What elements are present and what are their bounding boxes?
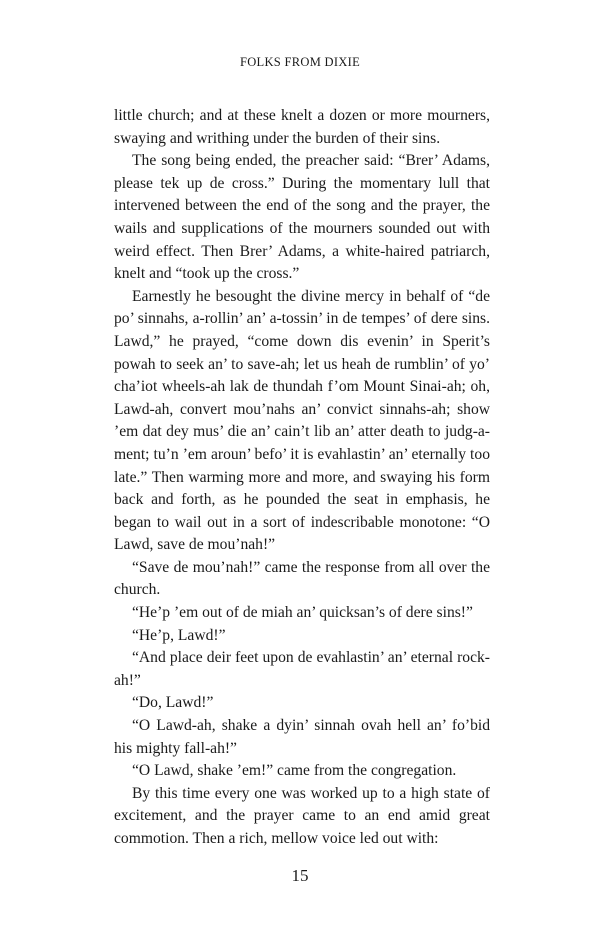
paragraph: “Save de mou’nah!” came the response from all over the church. xyxy=(114,558,490,599)
page-number: 15 xyxy=(291,866,309,885)
paragraph: “He’p, Lawd!” xyxy=(132,626,226,644)
paragraph: “O Lawd-ah, shake a dyin’ sinnah ovah hell an’ fo’bid his mighty fall-ah!” xyxy=(114,717,490,757)
paragraph: Earnestly he besought the divine mercy in behalf of “de po’ sinnahs, a-rollin’ an’ a-tossin’ in de tempes’ of dere sins. Lawd,” he prayed, “come down dis evenin’ in Sperit’s powah to seek an’ to save-ah; let us heah de rumblin’ of yo’ cha’iot wheels-ah lak de thundah f’om Mount Sinai-ah; oh, Lawd-ah, convert mou’nahs an’ convict sinnahs-ah; show ’em dat dey mus’ die an’ cain’t lib an’ atter death to judg-a-ment; tu’n ’em aroun’ befo’ it is evahlastin’ an’ eternally too late.” Then warming more and more, and swaying his form back and forth, as he pounded the seat in emphasis, he began to wail out in a sort of indescribable monotone: “O Lawd, save de mou’nah!” xyxy=(114,287,490,554)
paragraph: “Do, Lawd!” xyxy=(132,694,214,712)
paragraph: The song being ended, the preacher said: “Brer’ Adams, please tek up de cross.” During the momentary lull that intervened between the end of the song and the prayer, the wails and supplications of the mourners sounded out with weird effect. Then Brer’ Adams, a white-haired patriarch, knelt and “took up the cross.” xyxy=(114,152,490,283)
paragraph: By this time every one was worked up to a high state of excitement, and the prayer came to an end amid great commotion. Then a rich, mellow voice led out with: xyxy=(114,784,490,847)
paragraph: “O Lawd, shake ’em!” came from the congregation. xyxy=(132,762,457,780)
body-text xyxy=(114,105,490,851)
paragraph: little church; and at these knelt a dozen or more mourners, swaying and writhing under the burden of their sins. xyxy=(114,107,490,147)
paragraph: “And place deir feet upon de evahlastin’ an’ eternal rock-ah!” xyxy=(114,649,490,689)
paragraph: “He’p ’em out of de miah an’ quicksan’s of dere sins!” xyxy=(132,604,473,622)
running-head: FOLKS FROM DIXIE xyxy=(239,55,361,69)
